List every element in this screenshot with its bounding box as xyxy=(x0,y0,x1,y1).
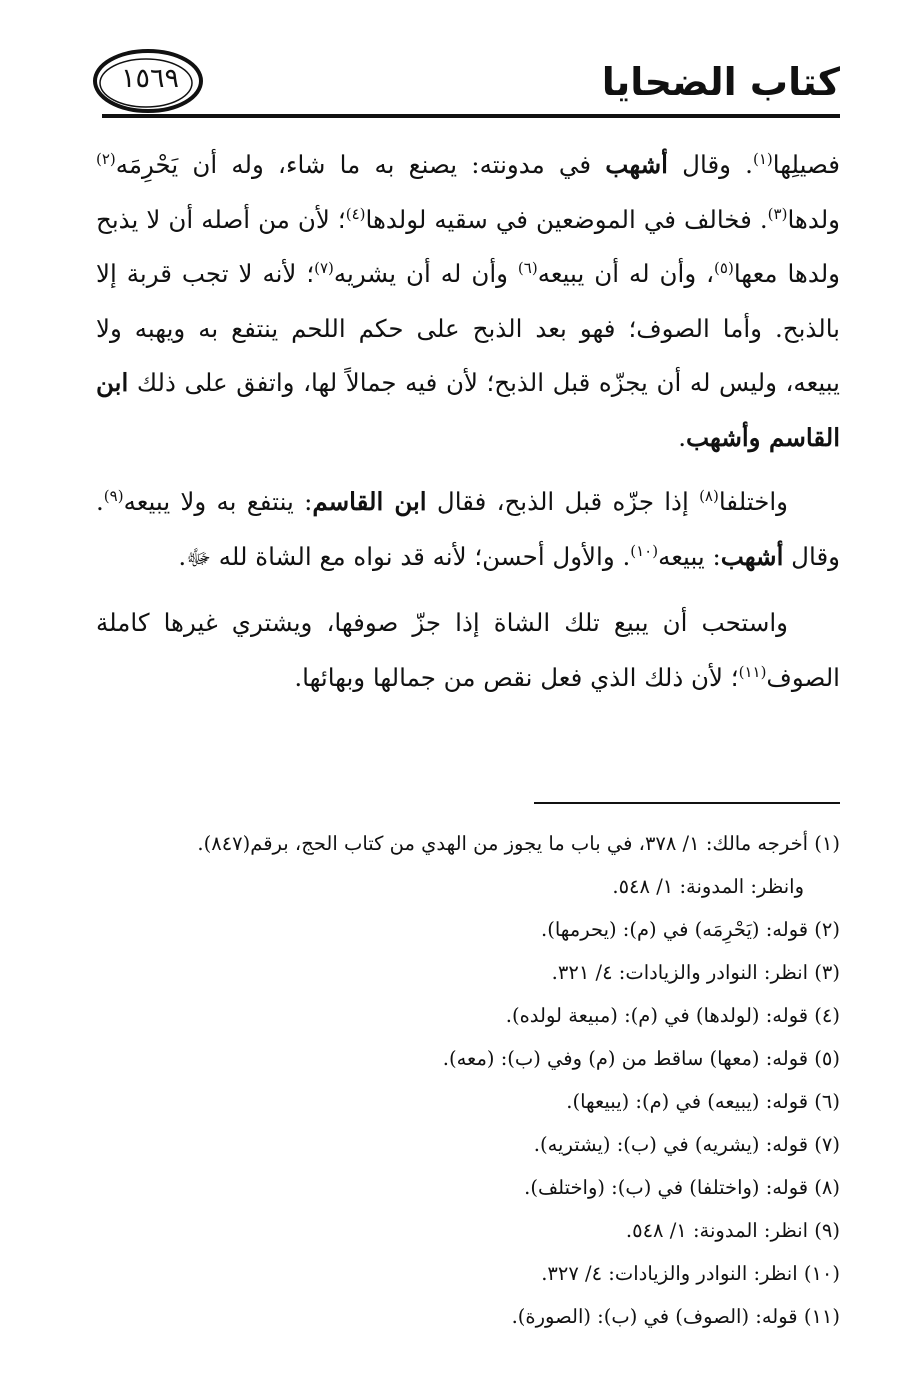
footnote-2: (٢) قوله: (يَحْرِمَه) في (م): (يحرمها). xyxy=(541,918,840,941)
text-run: واستحب أن يبيع تلك الشاة إذا جزّ صوفها، ويشتري غيرها كاملة الصوف xyxy=(96,608,840,692)
footnote-ref-2: (٢) xyxy=(96,149,116,168)
running-title: كتاب الضحايا xyxy=(601,60,840,104)
paragraph-3 xyxy=(96,596,840,705)
footnote-ref-7: (٧) xyxy=(314,258,334,277)
footnote-7: (٧) قوله: (يشريه) في (ب): (يشتريه). xyxy=(533,1133,840,1156)
text-run: ؛ لأنه لا تجب قربة إلا بالذبح. وأما الصوف؛ فهو بعد الذبح على حكم اللحم ينتفع به ويهبه ولا يبيعه، وليس له أن يجزّه قبل الذبح؛ لأن فيه جمالاً لها، واتفق على ذلك xyxy=(96,259,840,397)
footnote-ref-8: (٨) xyxy=(699,486,719,505)
text-run: . فخالف في الموضعين في سقيه لولدها xyxy=(365,204,768,234)
footnote-3: (٣) انظر: النوادر والزيادات: ٤/ ٣٢١. xyxy=(551,961,840,984)
text-run: في مدونته: يصنع به ما شاء، وله أن يَحْرِمَه xyxy=(115,150,606,179)
text-run: إذا جزّه قبل الذبح، فقال xyxy=(426,487,700,516)
footnote-ref-11: (١١) xyxy=(738,662,767,681)
name-ashhab: أشهب xyxy=(720,541,784,571)
text-run: . xyxy=(178,541,187,571)
footnote-9: (٩) انظر: المدونة: ١/ ٥٤٨. xyxy=(625,1219,840,1242)
footnote-10: (١٠) انظر: النوادر والزيادات: ٤/ ٣٢٧. xyxy=(541,1262,840,1285)
text-run: واختلفا xyxy=(718,487,788,516)
honorific-glyph: ﷻ xyxy=(186,545,211,571)
text-run: ؛ لأن ذلك الذي فعل نقص من جمالها وبهائها. xyxy=(294,662,739,692)
paragraph-2 xyxy=(96,475,840,586)
footnote-5: (٥) قوله: (معها) ساقط من (م) وفي (ب): (معه). xyxy=(442,1047,840,1070)
header-rule xyxy=(102,114,840,118)
text-run: ولدها xyxy=(787,204,840,234)
footnote-6: (٦) قوله: (يبيعه) في (م): (يبيعها). xyxy=(566,1090,840,1113)
text-run: : ينتفع به ولا يبيعه xyxy=(123,487,313,516)
text-run: . والأول أحسن؛ لأنه قد نواه مع الشاة لله xyxy=(210,541,631,571)
footnote-ref-6: (٦) xyxy=(517,258,538,277)
footnote-11: (١١) قوله: (الصوف) في (ب): (الصورة). xyxy=(511,1305,840,1328)
page-number-frame xyxy=(92,47,204,115)
footnote-ref-9: (٩) xyxy=(103,486,124,505)
text-run: . وقال xyxy=(667,150,753,179)
footnote-ref-3: (٣) xyxy=(767,204,788,223)
footnote-rule xyxy=(534,802,840,804)
text-run: فصيلِها xyxy=(772,150,840,179)
footnote-1: (١) أخرجه مالك: ١/ ٣٧٨، في باب ما يجوز من الهدي من كتاب الحج، برقم(٨٤٧). xyxy=(197,832,840,855)
page-header xyxy=(92,45,840,117)
name-ibn-alqasim-ashhab: ابن القاسم وأشهب xyxy=(96,368,840,452)
paragraph-1 xyxy=(96,138,840,465)
name-ibn-alqasim: ابن القاسم xyxy=(312,487,427,516)
text-run: ، وأن له أن يبيعه xyxy=(537,259,715,288)
footnote-ref-10: (١٠) xyxy=(630,541,659,560)
footnote-1-continuation: وانظر: المدونة: ١/ ٥٤٨. xyxy=(612,875,804,898)
text-run: ؛ لأن من أصله أن لا يذبح ولدها معها xyxy=(96,204,841,288)
footnote-4: (٤) قوله: (لولدها) في (م): (مبيعة لولده). xyxy=(505,1004,840,1027)
page-number: ١٥٦٩ xyxy=(120,63,179,94)
footnote-8: (٨) قوله: (واختلفا) في (ب): (واختلف). xyxy=(524,1176,840,1199)
footnote-ref-4: (٤) xyxy=(345,204,366,223)
text-run: . xyxy=(678,422,686,452)
text-run: وأن له أن يشريه xyxy=(333,259,518,288)
text-run: : يبيعه xyxy=(658,541,721,571)
name-ashhab: أشهب xyxy=(605,150,668,179)
text-run: . وقال xyxy=(96,487,840,571)
footnote-ref-5: (٥) xyxy=(714,258,734,277)
footnote-ref-1: (١) xyxy=(752,149,773,168)
main-text xyxy=(96,138,840,715)
footnotes xyxy=(96,822,840,1338)
